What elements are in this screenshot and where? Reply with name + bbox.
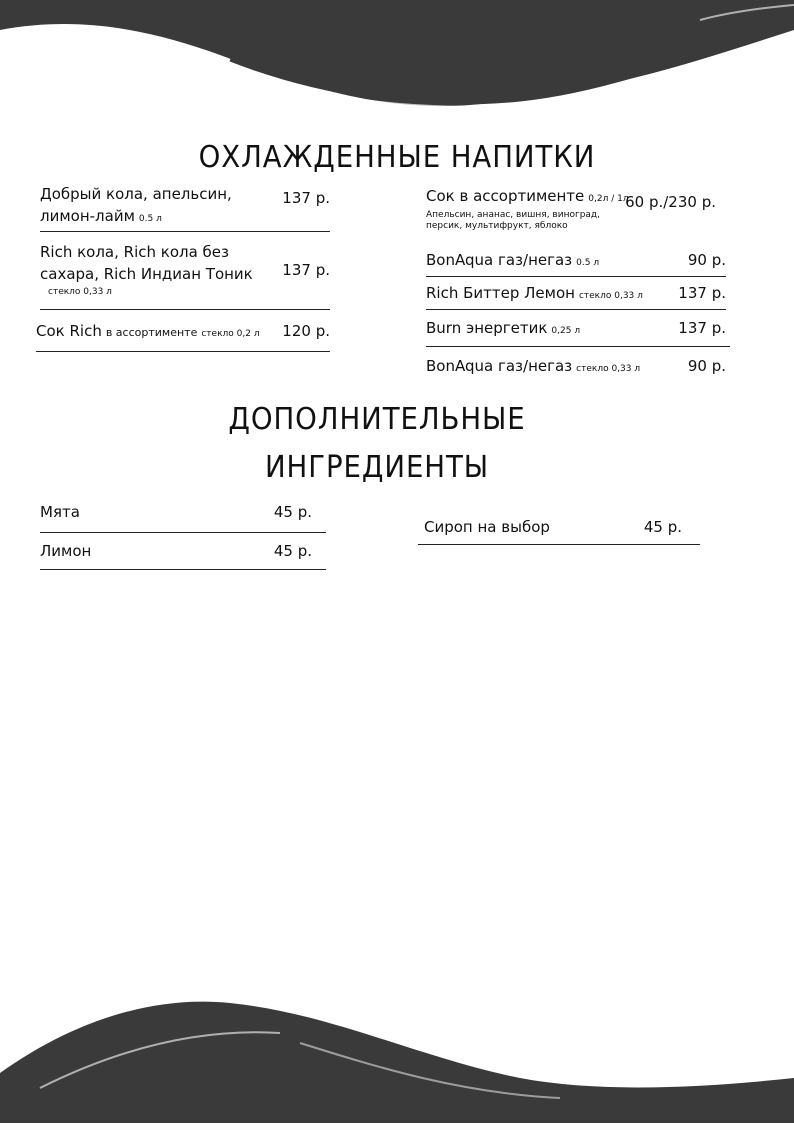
item-price: 45 р. xyxy=(643,518,682,536)
menu-item xyxy=(40,241,330,310)
menu-item xyxy=(426,185,726,235)
item-details-line2: персик, мультифрукт, яблоко xyxy=(426,221,568,231)
item-name-line2: сахара, Rich Индиан Тоник xyxy=(40,265,253,283)
item-volume: стекло 0,33 л xyxy=(576,364,641,374)
item-volume: 0,2л / 1л xyxy=(588,194,629,204)
item-details-line1: Апельсин, ананас, вишня, виноград, xyxy=(426,210,601,220)
item-volume: стекло 0,33 л xyxy=(48,287,112,297)
item-volume: 0.5 л xyxy=(138,214,162,224)
item-name: Сироп на выбор xyxy=(424,518,550,536)
menu-item xyxy=(40,540,326,570)
section-title-extras-line2: ИНГРЕДИЕНТЫ xyxy=(264,450,490,485)
top-brush-decoration xyxy=(0,0,794,125)
menu-item xyxy=(418,515,700,545)
item-note: в ассортименте xyxy=(105,326,198,339)
menu-item xyxy=(36,318,330,352)
item-price: 90 р. xyxy=(687,357,726,375)
menu-item xyxy=(426,355,726,379)
item-price: 45 р. xyxy=(273,542,312,560)
menu-item xyxy=(40,183,330,232)
item-price: 137 р. xyxy=(678,319,726,337)
item-price: 137 р. xyxy=(678,284,726,302)
section-title-cold-drinks: ОХЛАЖДЕННЫЕ НАПИТКИ xyxy=(198,140,596,175)
menu-item xyxy=(426,316,730,347)
item-name: Burn энергетик xyxy=(426,319,548,337)
section-title-extras-line1: ДОПОЛНИТЕЛЬНЫЕ xyxy=(228,402,526,437)
item-price: 137 р. xyxy=(282,189,330,207)
menu-item xyxy=(426,248,726,277)
item-name-line1: Добрый кола, апельсин, xyxy=(40,185,232,203)
item-price: 90 р. xyxy=(687,251,726,269)
menu-item xyxy=(426,281,726,310)
menu-item xyxy=(40,500,326,533)
item-name-line1: Rich кола, Rich кола без xyxy=(40,243,230,261)
item-name: Лимон xyxy=(40,542,92,560)
item-volume: 0,25 л xyxy=(551,326,581,336)
item-price: 60 р./230 р. xyxy=(625,193,716,211)
item-name: Rich Биттер Лемон xyxy=(426,284,575,302)
item-name: BonAqua газ/негаз xyxy=(426,357,573,375)
item-volume: стекло 0,33 л xyxy=(578,291,643,301)
item-price: 137 р. xyxy=(282,261,330,279)
item-name: Сок Rich xyxy=(36,322,102,340)
item-volume: 0.5 л xyxy=(576,258,600,268)
item-price: 45 р. xyxy=(273,503,312,521)
item-price: 120 р. xyxy=(282,322,330,340)
item-volume: стекло 0,2 л xyxy=(201,329,260,339)
bottom-brush-decoration xyxy=(0,993,794,1123)
item-name-line2: лимон-лайм xyxy=(40,207,135,225)
item-name: Мята xyxy=(40,503,80,521)
item-name: Сок в ассортименте xyxy=(426,187,585,205)
item-name: BonAqua газ/негаз xyxy=(426,251,573,269)
